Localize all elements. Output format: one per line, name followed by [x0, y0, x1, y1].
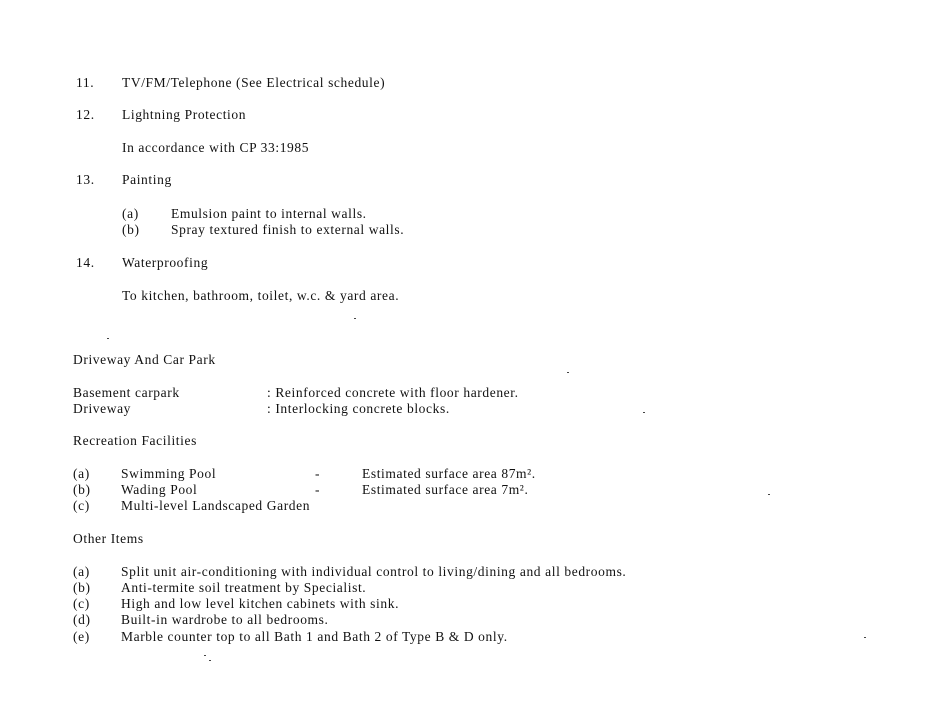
section-12-title: Lightning Protection: [122, 107, 247, 122]
section-14-text: To kitchen, bathroom, toilet, w.c. & yard area.: [122, 288, 400, 303]
scan-speck: [204, 655, 206, 656]
driveway-value: : Reinforced concrete with floor hardener.: [267, 385, 519, 400]
other-heading: Other Items: [73, 531, 144, 546]
item-letter: (b): [73, 482, 91, 497]
item-letter: (b): [73, 580, 91, 595]
driveway-key: Driveway: [73, 401, 132, 416]
section-14-number: 14.: [76, 255, 95, 270]
item-text: Split unit air-conditioning with individual control to living/dining and all bedrooms.: [121, 564, 627, 579]
facility-desc: Estimated surface area 87m².: [362, 466, 536, 481]
scan-speck: [768, 494, 770, 495]
item-letter: (d): [73, 612, 91, 627]
driveway-key: Basement carpark: [73, 385, 180, 400]
scan-speck: [864, 637, 866, 638]
section-11-title: TV/FM/Telephone (See Electrical schedule): [122, 75, 386, 90]
item-letter: (c): [73, 596, 90, 611]
item-text: Built-in wardrobe to all bedrooms.: [121, 612, 329, 627]
item-text: Marble counter top to all Bath 1 and Bath 2 of Type B & D only.: [121, 629, 508, 644]
facility-dash: -: [315, 482, 321, 497]
scan-speck: [567, 372, 569, 373]
item-letter: (a): [73, 564, 90, 579]
section-12-number: 12.: [76, 107, 95, 122]
recreation-heading: Recreation Facilities: [73, 433, 197, 448]
facility-name: Swimming Pool: [121, 466, 217, 481]
scan-speck: [354, 318, 356, 319]
item-text: High and low level kitchen cabinets with sink.: [121, 596, 400, 611]
scan-speck: [107, 338, 109, 339]
item-letter: (b): [122, 222, 140, 237]
item-text: Anti-termite soil treatment by Specialist.: [121, 580, 367, 595]
section-13-number: 13.: [76, 172, 95, 187]
driveway-heading: Driveway And Car Park: [73, 352, 216, 367]
scan-speck: [209, 660, 211, 661]
item-text: Emulsion paint to internal walls.: [171, 206, 367, 221]
facility-name: Multi-level Landscaped Garden: [121, 498, 311, 513]
item-letter: (c): [73, 498, 90, 513]
section-11-number: 11.: [76, 75, 95, 90]
driveway-value: : Interlocking concrete blocks.: [267, 401, 450, 416]
facility-desc: Estimated surface area 7m².: [362, 482, 529, 497]
section-12-text: In accordance with CP 33:1985: [122, 140, 310, 155]
item-letter: (e): [73, 629, 90, 644]
item-letter: (a): [122, 206, 139, 221]
facility-dash: -: [315, 466, 321, 481]
item-text: Spray textured finish to external walls.: [171, 222, 405, 237]
facility-name: Wading Pool: [121, 482, 198, 497]
item-letter: (a): [73, 466, 90, 481]
section-13-title: Painting: [122, 172, 172, 187]
scan-speck: [643, 412, 645, 413]
section-14-title: Waterproofing: [122, 255, 209, 270]
